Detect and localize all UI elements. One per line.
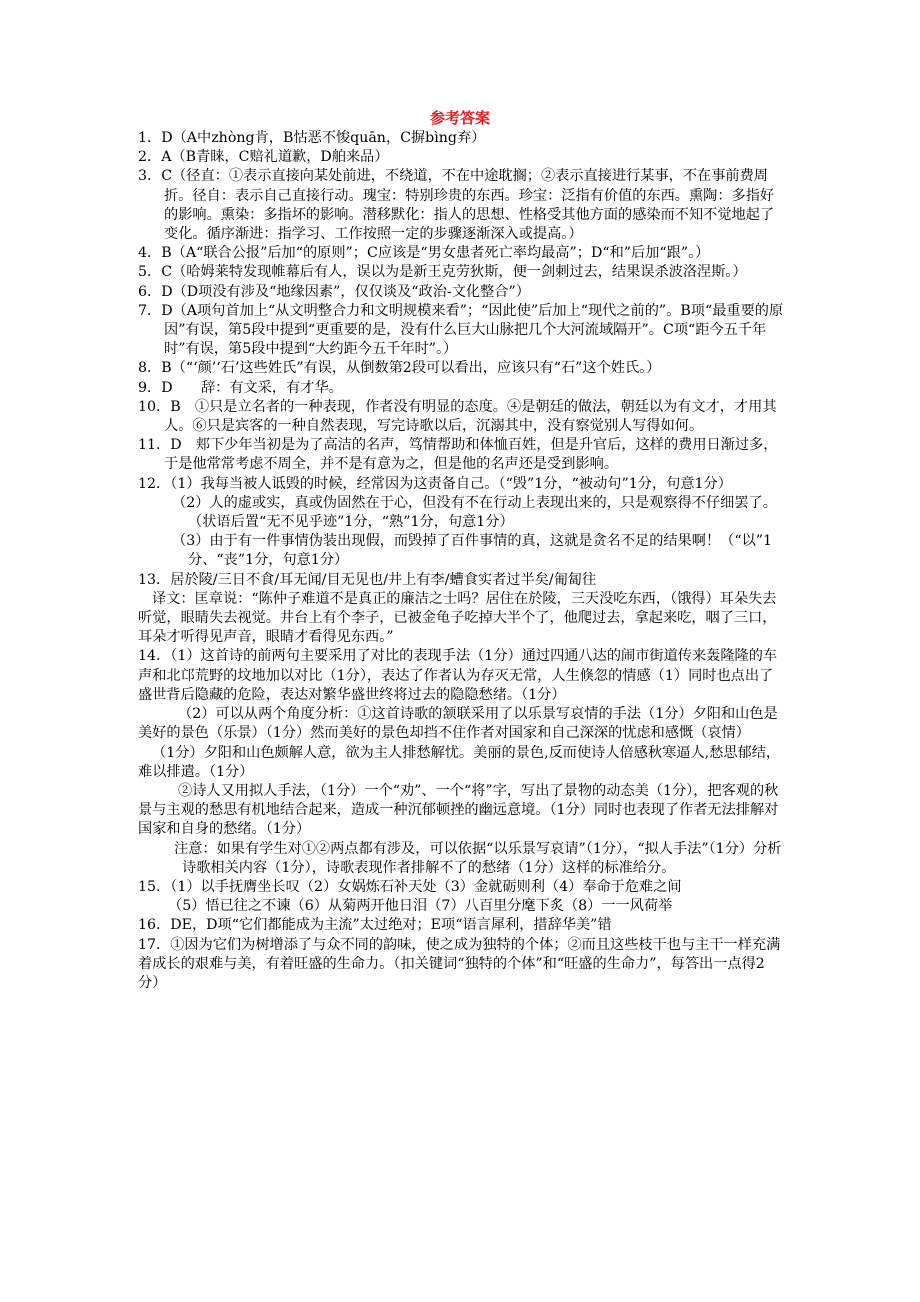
answer-15-line-2: （5）悟已往之不谏（6）从菊两开他日泪（7）八百里分麾下炙（8）一一风荷举: [168, 898, 673, 915]
page-title: 参考答案: [429, 109, 490, 127]
answer-6: 6．D（D项没有涉及“地缘因素”，仅仅谈及“政治-文化整合”）: [138, 283, 530, 300]
answer-1: 1．D（A中zhòng肯，B怙恶不悛quān，C摒bìng弃）: [138, 130, 486, 146]
answer-list: [138, 129, 784, 993]
answer-3: 3．C（径直：①表示直接向某处前进，不绕道，不在中途耽搁；②表示直接进行某事，不在事前费周折。径自：表示自己直接行动。瑰宝：特别珍贵的东西。珍宝：泛指有价值的东西。熏陶：多指好的影响。熏染：多指坏的影响。潜移默化：指人的思想、性格受其他方面的感染而不知不觉地起了变化。循序渐进：指学习、工作按照一定的步骤逐渐深入或提高。）: [138, 168, 775, 243]
answer-2: 2．A（B青睐，C赔礼道歉，D舶来品）: [138, 149, 389, 166]
answer-13-translation: 译文：匡章说：“陈仲子难道不是真正的廉洁之士吗？居住在於陵，三天没吃东西，（饿得）耳朵失去听觉，眼睛失去视觉。井台上有个李子，已被金龟子吃掉大半个了，他爬过去，拿起来吃，咽了三口，耳朵才听得见声音，眼睛才看得见东西。”: [138, 590, 777, 646]
answer-12-part-2: （2）人的虚或实，真或伪固然在于心，但没有不在行动上表现出来的，只是观察得不仔细罢了。（状语后置“无不见乎迹”1分，“熟”1分，句意1分）: [172, 494, 777, 531]
answer-8: 8．B（“‘颜’‘石’这些姓氏”有误，从倒数第2段可以看出，应该只有“石”这个姓氏。）: [138, 360, 661, 377]
answer-14-point-2: ②诗人又用拟人手法，（1分）一个“劝”、一个“将”字，写出了景物的动态美（1分），把客观的秋景与主观的愁思有机地结合起来，造成一种沉郁顿挫的幽远意境。（1分）同时也表现了作者无法排解对国家和自身的愁绪。（1分）: [138, 782, 779, 838]
answer-5: 5．C（哈姆莱特发现帷幕后有人，误以为是新王克劳狄斯，便一剑刺过去，结果误杀波洛涅斯。）: [138, 264, 747, 281]
answer-4: 4．B（A“联合公报”后加“的原则”；C应该是“男女患者死亡率均最高”；D“和”后加“跟”。）: [138, 245, 710, 262]
answer-12-part-1: 12．（1）我每当被人诋毁的时候，经常因为这责备自己。（“毁”1分，“被动句”1分，句意1分）: [138, 475, 732, 492]
answer-10: 10．B ①只是立名者的一种表现，作者没有明显的态度。④是朝廷的做法，朝廷以为有文才，才用其人。⑥只是宾客的一种自然表现，写完诗歌以后，沉溺其中，没有察觉别人写得如何。: [138, 398, 777, 435]
answer-16: 16．DE，D项“它们都能成为主流”太过绝对；E项“语言犀利，措辞华美”错: [138, 917, 612, 934]
answer-14-note: 注意：如果有学生对①②两点都有涉及，可以依据“以乐景写哀请”（1分），“拟人手法”（1分）分析诗歌相关内容（1分），诗歌表现作者排解不了的愁绪（1分）这样的标准给分。: [174, 840, 782, 876]
answer-14-part-2: （2）可以从两个角度分析：①这首诗歌的颔联采用了以乐景写哀情的手法（1分）夕阳和山色是美好的景色（乐景）（1分）然而美好的景色却挡不住作者对国家和自己深深的忧虑和感慨（哀情）: [138, 706, 778, 742]
answer-14-part-1: 14．（1）这首诗的前两句主要采用了对比的表现手法（1分）通过四通八达的闹市街道传来轰隆隆的车声和北邙荒野的坟地加以对比（1分），表达了作者认为存灭无常，人生倏忽的情感（1）同时也点出了盛世背后隐藏的危险，表达对繁华盛世终将过去的隐隐愁绪。（1分）: [138, 648, 778, 703]
answer-7: 7．D（A项句首加上“从文明整合力和文明规模来看”；“因此使”后加上“现代之前的”。B项“最重要的原因”有误，第5段中提到“更重要的是，没有什么巨大山脉把几个大河流域隔开”。C项“距今五千年时”有误，第5段中提到“大约距今五千年时”。）: [138, 302, 784, 358]
answer-13-punctuation: 13．居於陵/三日不食/耳无闻/目无见也/井上有李/螬食实者过半矣/匍匐往: [138, 571, 597, 588]
answer-17: 17．①因为它们为树增添了与众不同的韵味，使之成为独特的个体；②而且这些枝干也与主干一样充满着成长的艰难与美，有着旺盛的生命力。（扣关键词“独特的个体”和“旺盛的生命力”，每答出一点得2分）: [138, 936, 781, 991]
answer-9: 9．D 辞：有文采，有才华。: [138, 379, 343, 396]
answer-11: 11．D 郏下少年当初是为了高洁的名声，笃情帮助和体恤百姓，但是升官后，这样的费用日渐过多，于是他常常考虑不周全，并不是有意为之，但是他的名声还是受到影响。: [138, 437, 778, 473]
answer-12-part-3: （3）由于有一件事情伪装出现假，而毁掉了百件事情的真，这就是贪名不足的结果啊！（“以”1分、“丧”1分，句意1分）: [172, 533, 773, 569]
answer-15-line-1: 15．（1）以手抚膺坐长叹（2）女娲炼石补天处（3）金就砺则利（4）奉命于危难之间: [138, 878, 682, 895]
answer-14-part-2-cont: （1分）夕阳和山色颇解人意，欲为主人排愁解忧。美丽的景色,反而使诗人倍感秋寒逼人,愁思郁结，难以排遣。（1分）: [138, 744, 781, 780]
